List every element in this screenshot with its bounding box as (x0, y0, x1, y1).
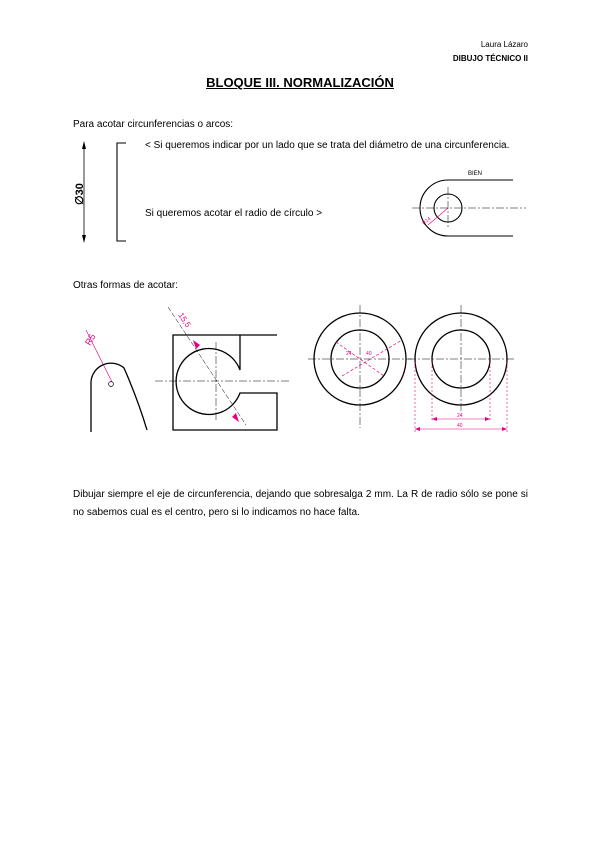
bracket-shape (117, 143, 126, 241)
radius-label: R14 (421, 216, 433, 227)
ring-b-label-24: 24 (457, 413, 463, 419)
diameter-note-text: < Si queremos indicar por un lado que se trata del diámetro de una circunferencia. (145, 140, 510, 151)
intro-text: Para acotar circunferencias o arcos: (73, 119, 234, 130)
diameter-label: ∅30 (74, 183, 86, 205)
notch-center-lines (155, 342, 290, 421)
final-paragraph: Dibujar siempre el eje de circunferencia, dejando que sobresalga 2 mm. La R de radio sólo se pone si no sabemos cual es el centro, pero si lo indicamos no hace falta. (73, 489, 528, 518)
arrow-head-upper (193, 340, 200, 349)
hook-outline (91, 363, 147, 432)
notch-figure (150, 305, 295, 435)
page-title: BLOQUE III. NORMALIZACIÓN (206, 75, 394, 90)
ring-a-figure (308, 300, 413, 430)
other-forms-heading: Otras formas de acotar: (73, 280, 179, 291)
ring-a-dimension-lines (336, 340, 402, 376)
notch-label: 15,5 (176, 311, 193, 330)
subject-name: DIBUJO TÉCNICO II (452, 54, 528, 63)
hole-mark (109, 382, 114, 387)
diameter-dimension-figure (70, 135, 140, 247)
radius-leader (428, 208, 448, 225)
bien-label: BIEN (468, 171, 483, 177)
radius-figure (408, 165, 538, 255)
ring-b-label-40: 40 (457, 423, 463, 429)
r5-label: R5 (83, 332, 98, 347)
r5-figure (80, 310, 160, 435)
arrow-head-lower (232, 413, 239, 422)
ring-a-label-40: 40 (366, 351, 372, 357)
ring-b-figure (406, 300, 518, 435)
author-name: Laura Lázaro (480, 40, 528, 49)
ring-a-center-lines (308, 305, 412, 428)
diameter-note (130, 138, 527, 153)
ring-a-label-24: 24 (346, 351, 352, 357)
notch-outline (173, 335, 277, 430)
radius-note: Si queremos acotar el radio de círculo > (145, 208, 323, 219)
ring-b-center-lines (408, 305, 514, 412)
